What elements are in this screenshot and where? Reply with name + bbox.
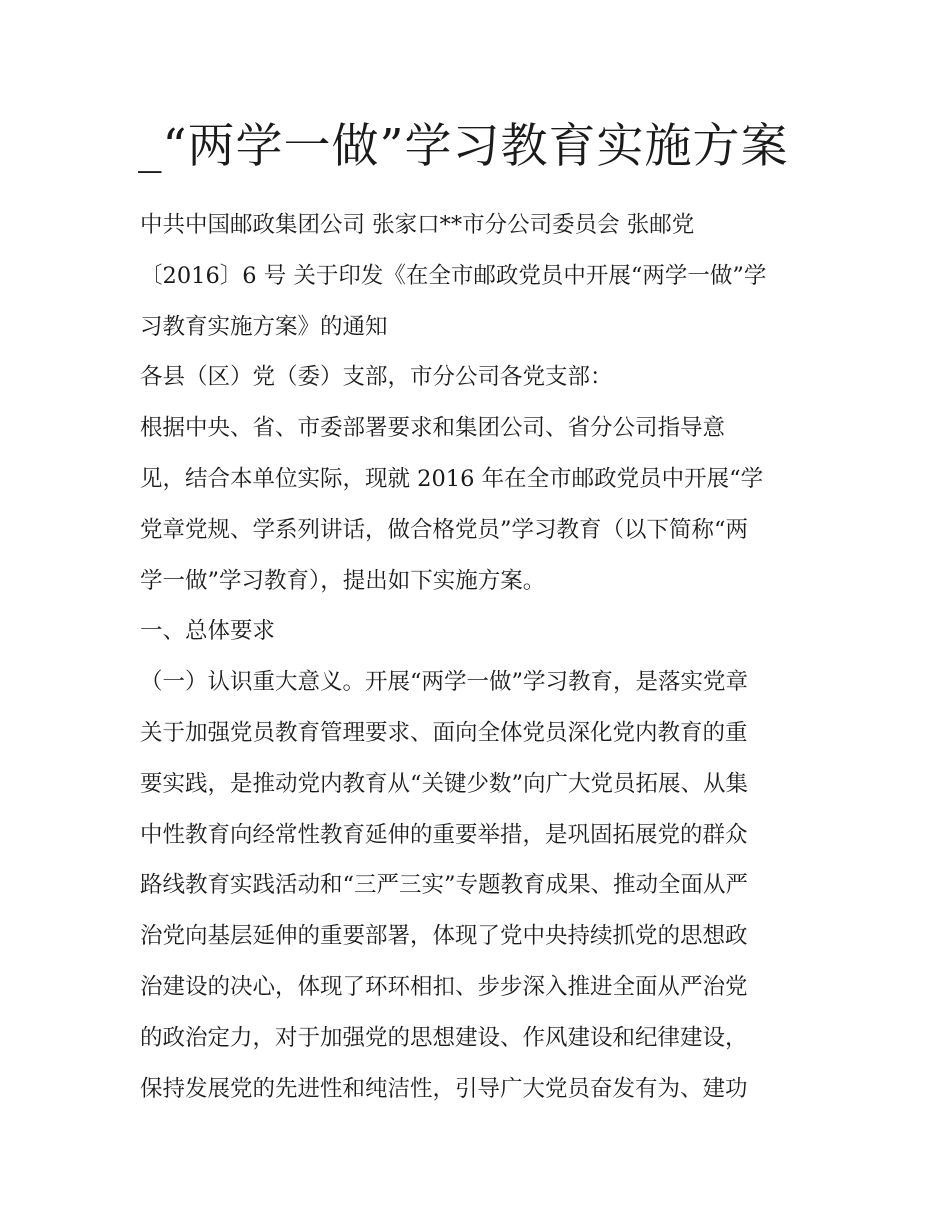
- body-line: 路线教育实践活动和“三严三实”专题教育成果、推动全面从严: [140, 872, 749, 899]
- body-line: 党章党规、学系列讲话，做合格党员”学习教育（以下简称“两: [140, 516, 749, 543]
- body-line: 关于加强党员教育管理要求、面向全体党员深化党内教育的重: [140, 719, 748, 746]
- document-body: [140, 200, 820, 1114]
- body-line: 中性教育向经常性教育延伸的重要举措，是巩固拓展党的群众: [140, 821, 748, 848]
- body-line: （一）认识重大意义。开展“两学一做”学习教育，是落实党章: [140, 669, 749, 696]
- body-line: 见，结合本单位实际，现就 2016 年在全市邮政党员中开展“学: [140, 465, 764, 492]
- body-line: 治党向基层延伸的重要部署，体现了党中央持续抓党的思想政: [140, 923, 748, 950]
- body-line: 学一做”学习教育），提出如下实施方案。: [140, 567, 546, 594]
- body-line: 〔2016〕6 号 关于印发《在全市邮政党员中开展“两学一做”学: [140, 262, 767, 289]
- body-line: 习教育实施方案》的通知: [140, 313, 388, 340]
- section-heading: 一、总体要求: [140, 618, 276, 645]
- body-line: 保持发展党的先进性和纯洁性，引导广大党员奋发有为、建功: [140, 1075, 748, 1102]
- document-title: _“两学一做”学习教育实施方案: [138, 119, 789, 174]
- body-line: 各县（区）党（委）支部，市分公司各党支部：: [140, 364, 613, 391]
- body-line: 根据中央、省、市委部署要求和集团公司、省分公司指导意: [140, 415, 726, 442]
- body-line: 的政治定力，对于加强党的思想建设、作风建设和纪律建设，: [140, 1024, 748, 1051]
- body-line: 中共中国邮政集团公司 张家口**市分公司委员会 张邮党: [140, 212, 695, 238]
- body-line: 要实践，是推动党内教育从“关键少数”向广大党员拓展、从集: [140, 770, 749, 797]
- body-line: 治建设的决心，体现了环环相扣、步步深入推进全面从严治党: [140, 973, 748, 1000]
